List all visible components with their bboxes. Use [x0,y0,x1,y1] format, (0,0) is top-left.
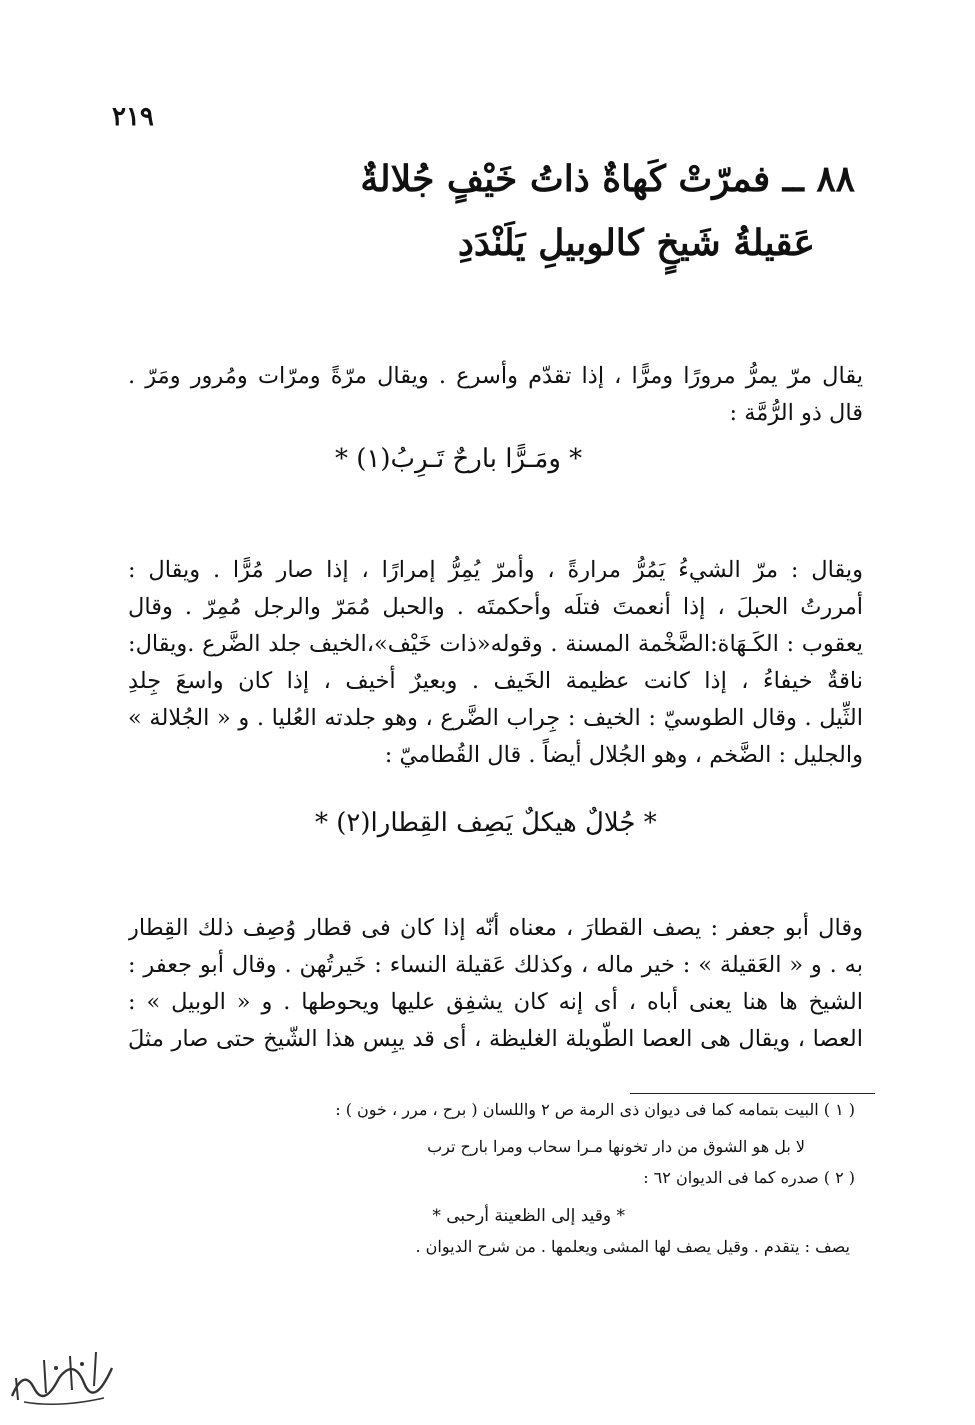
paragraph-line: وقال أبو جعفر : يصف القطارَ ، معناه أنّه إذا كان فى قطار وُصِف ذلك القِطار [128,915,863,941]
library-stamp-logo [4,1338,119,1410]
calligraphy-stamp-icon [4,1338,119,1410]
paragraph-line: يعقوب : الكَـهَاة:الضَّخْمة المسنة . وقوله«ذات خَيْف»،الخيف جلد الضَّرع .ويقال: [128,631,863,657]
page-number: ٢١٩ [112,102,154,132]
paragraph-line: والجليل : الضَّخم ، وهو الجُلال أيضاً . قال القُطاميّ : [384,742,863,768]
verse-line-2: عَقيلةُ شَيخٍ كالوبيلِ يَلَنْدَدِ [457,222,815,264]
paragraph-line: ويقال : مرّ الشيءُ يَمُرُّ مرارةً ، وأمرّ يُمِرُّ إمرارًا ، إذا صار مُرًّا . ويقال : [128,557,863,583]
paragraph-line: قال ذو الرُّمَّة : [729,400,863,426]
paragraph-line: به . و « العَقيلة » : خير ماله ، وكذلك عَقيلة النساء : خَيرتُهن . وقال أبو جعفر : [128,952,863,978]
paragraph-line: الشيخ ها هنا يعنى أباه ، أى إنه كان يشفِق عليها ويحوطها . و « الوبيل » : [128,989,863,1015]
quote-2: * جُلالٌ هيكلٌ يَصِف القِطارا(٢) * [315,808,657,838]
paragraph-line: أمررتُ الحبلَ ، إذا أنعمتَ فتلَه وأحكمتَه . والحبل مُمَرّ والرجل مُمِرّ . وقال [128,594,863,620]
paragraph-2 [128,552,863,774]
footnote-2: ( ٢ ) صدره كما فى الديوان ٦٢ : [643,1168,855,1187]
quote-1: * ومَـرًّا بارحٌ تَـرِبُ(١) * [335,444,583,474]
footnote-2-verse: * وقيد إلى الظعينة أرحبى * [432,1206,625,1226]
paragraph-1 [128,358,863,432]
paragraph-line: العصا ، ويقال هى العصا الطّويلة الغليظة ، أى قد يبِس هذا الشّيخ حتى صار مثلَ [128,1026,863,1052]
paragraph-line: يقال مرّ يمرُّ مرورًا ومرًّا ، إذا تقدّم وأسرع . ويقال مرّةً ومرّات ومُرور ومَرّ . [128,363,863,389]
verse-line-1: ٨٨ ــ فمرّتْ كَهاةٌ ذاتُ خَيْفٍ جُلالةٌ [360,158,855,200]
paragraph-line: الثِّيل . وقال الطوسيّ : الخيف : جِراب الضَّرع ، وهو جلدته العُليا . و « الجُلالة » [128,705,863,731]
footnote-1-verse: لا بل هو الشوق من دار تخونها مـرا سحاب ومرا بارح ترب [427,1137,805,1156]
footnote-3: يصف : يتقدم . وقيل يصف لها المشى ويعلمها . من شرح الديوان . [415,1237,850,1256]
paragraph-line: ناقةٌ خيفاءُ ، إذا كانت عظيمة الخَيف . وبعيرٌ أخيف ، إذا كان واسعَ جِلدِ [128,668,863,694]
footnote-divider [630,1093,875,1094]
paragraph-3 [128,910,863,1058]
footnote-1: ( ١ ) البيت بتمامه كما فى ديوان ذى الرمة ص ٢ واللسان ( برح ، مرر ، خون ) : [335,1100,855,1119]
